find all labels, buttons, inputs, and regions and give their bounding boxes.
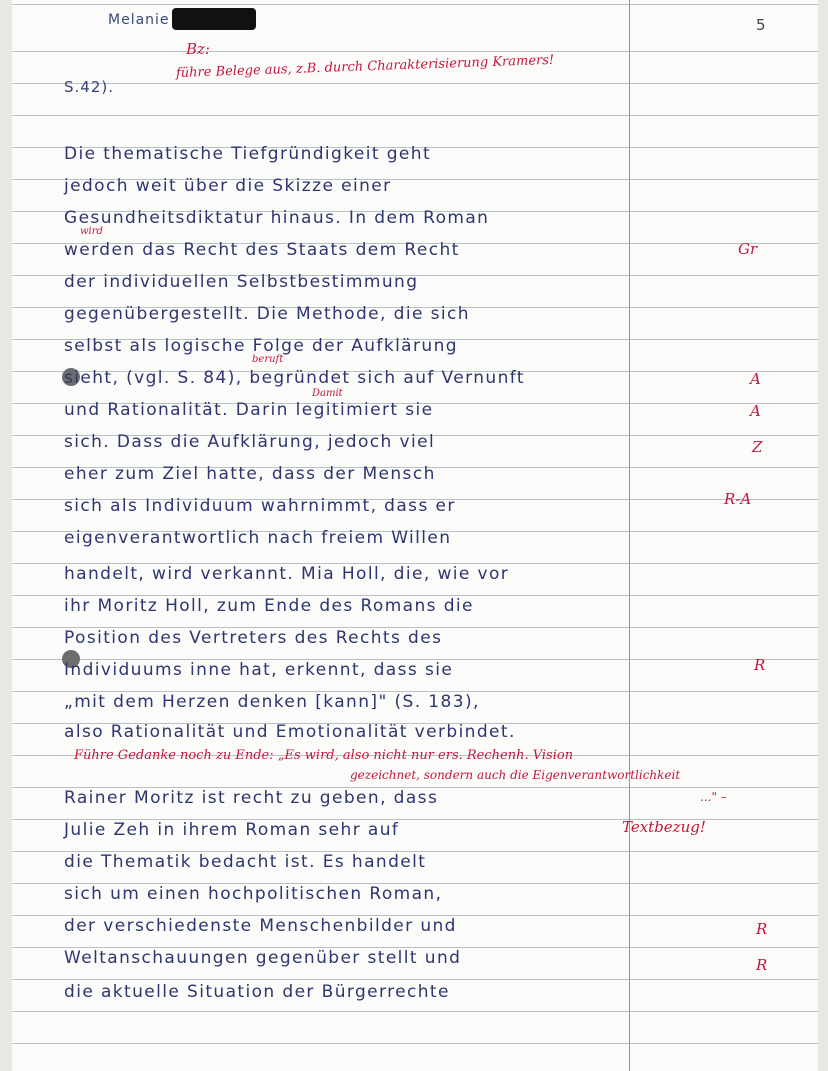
- teacher-comment-bottom-2: gezeichnet, sondern auch die Eigenverantwortlichkeit: [350, 768, 681, 782]
- text-line: gegenübergestellt. Die Methode, die sich: [64, 304, 470, 324]
- margin-mark: R: [756, 956, 768, 974]
- text-line: Julie Zeh in ihrem Roman sehr auf: [64, 820, 400, 840]
- text-line: Weltanschauungen gegenüber stellt und: [64, 948, 462, 968]
- margin-line: [629, 0, 630, 1071]
- text-line: und Rationalität. Darin legitimiert sie: [64, 400, 434, 420]
- page-reference: S.42).: [64, 78, 114, 96]
- text-line: Die thematische Tiefgründigkeit geht: [64, 144, 432, 164]
- margin-mark: R: [756, 920, 768, 938]
- text-line: sich um einen hochpolitischen Roman,: [64, 884, 443, 904]
- text-line: also Rationalität und Emotionalität verbindet.: [64, 722, 516, 742]
- margin-mark: R-A: [724, 490, 752, 508]
- margin-mark: Gr: [738, 240, 758, 258]
- text-line: die Thematik bedacht ist. Es handelt: [64, 852, 427, 872]
- text-line: Individuums inne hat, erkennt, dass sie: [64, 660, 454, 680]
- text-line: sich. Dass die Aufklärung, jedoch viel: [64, 432, 436, 452]
- text-line: Rainer Moritz ist recht zu geben, dass: [64, 788, 439, 808]
- teacher-comment-bottom-3: ..." –: [700, 790, 727, 804]
- text-line: sich als Individuum wahrnimmt, dass er: [64, 496, 456, 516]
- margin-mark: A: [750, 370, 761, 388]
- text-line: werden das Recht des Staats dem Recht: [64, 240, 460, 260]
- text-line: der individuellen Selbstbestimmung: [64, 272, 419, 292]
- text-line: „mit dem Herzen denken [kann]" (S. 183),: [64, 692, 480, 712]
- text-line: sieht, (vgl. S. 84), begründet sich auf Vernunft: [64, 368, 525, 388]
- teacher-comment-bottom: Führe Gedanke noch zu Ende: „Es wird, also nicht nur ers. Rechenh. Vision: [74, 748, 574, 763]
- correction-bz: Bz:: [186, 40, 210, 58]
- text-line: handelt, wird verkannt. Mia Holl, die, wie vor: [64, 564, 510, 584]
- text-line: ihr Moritz Holl, zum Ende des Romans die: [64, 596, 474, 616]
- correction-insert-beruft: beruft: [252, 354, 284, 365]
- student-name: Melanie: [108, 12, 170, 28]
- redaction-bar: [172, 8, 256, 30]
- page-number: 5: [756, 16, 766, 34]
- correction-insert-wird: wird: [80, 226, 103, 237]
- margin-mark: A: [750, 402, 761, 420]
- text-line: Position des Vertreters des Rechts des: [64, 628, 443, 648]
- margin-mark: R: [754, 656, 766, 674]
- text-line: jedoch weit über die Skizze einer: [64, 176, 392, 196]
- text-line: selbst als logische Folge der Aufklärung: [64, 336, 458, 356]
- text-line: eher zum Ziel hatte, dass der Mensch: [64, 464, 436, 484]
- margin-mark: Z: [752, 438, 763, 456]
- text-line: Gesundheitsdiktatur hinaus. In dem Roman: [64, 208, 490, 228]
- text-line: eigenverantwortlich nach freiem Willen: [64, 528, 452, 548]
- correction-insert-damit: Damit: [312, 388, 343, 399]
- text-line: der verschiedenste Menschenbilder und: [64, 916, 457, 936]
- text-line: die aktuelle Situation der Bürgerrechte: [64, 982, 450, 1002]
- teacher-comment-top: führe Belege aus, z.B. durch Charakterisierung Kramers!: [175, 52, 555, 81]
- teacher-comment-textbezug: Textbezug!: [622, 818, 706, 836]
